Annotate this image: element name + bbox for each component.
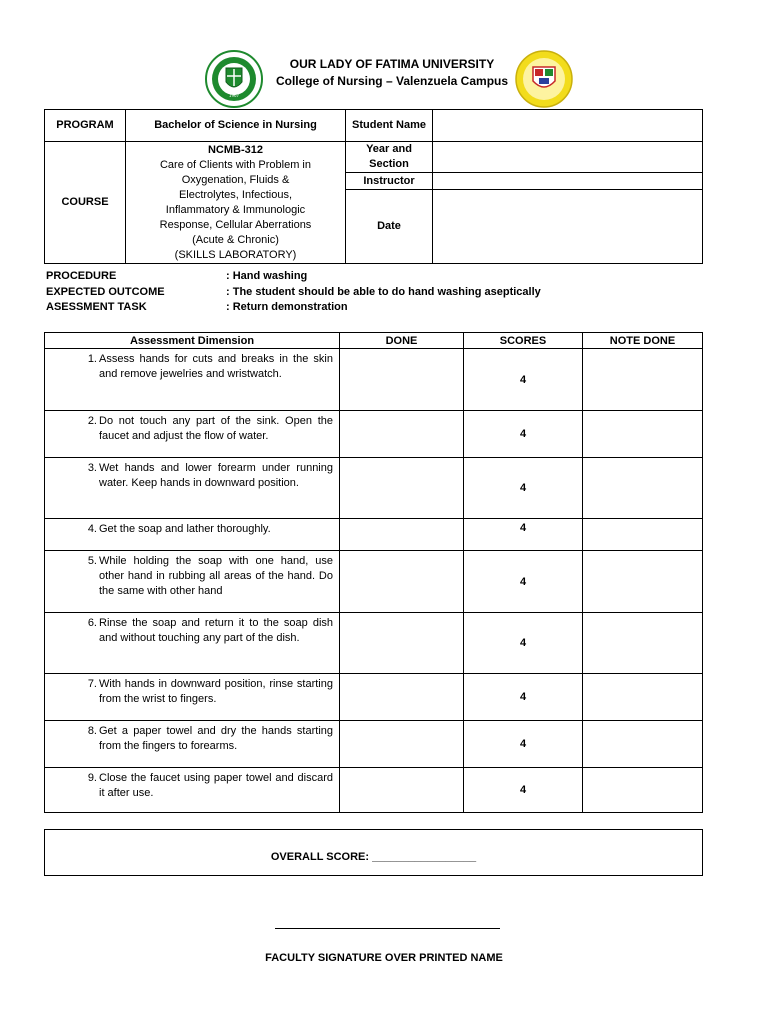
step-text: Get a paper towel and dry the hands starting from the fingers to forearms. bbox=[99, 725, 333, 752]
table-row bbox=[45, 721, 703, 768]
done-cell[interactable] bbox=[340, 458, 464, 519]
step-cell bbox=[45, 674, 340, 721]
faculty-signature-label: FACULTY SIGNATURE OVER PRINTED NAME bbox=[265, 952, 503, 964]
table-row bbox=[45, 551, 703, 613]
score-cell: 4 bbox=[464, 674, 583, 721]
date-label: Date bbox=[346, 190, 433, 264]
course-line: Response, Cellular Aberrations bbox=[159, 218, 312, 231]
course-line: Oxygenation, Fluids & bbox=[181, 173, 290, 186]
step-text: Assess hands for cuts and breaks in the skin and remove jewelries and wristwatch. bbox=[99, 353, 333, 380]
college-nursing-seal-logo bbox=[515, 50, 573, 108]
instructor-label: Instructor bbox=[346, 173, 433, 190]
step-number: 4. bbox=[87, 523, 97, 535]
course-label: COURSE bbox=[45, 142, 126, 264]
step-number: 1. bbox=[87, 353, 97, 365]
step-cell bbox=[45, 458, 340, 519]
note-done-cell[interactable] bbox=[583, 349, 703, 411]
student-info-table bbox=[44, 109, 703, 264]
step-number: 3. bbox=[87, 462, 97, 474]
table-row bbox=[45, 411, 703, 458]
done-cell[interactable] bbox=[340, 411, 464, 458]
signature-line[interactable] bbox=[275, 928, 500, 929]
note-done-cell[interactable] bbox=[583, 411, 703, 458]
student-name-label: Student Name bbox=[346, 110, 433, 142]
note-done-cell[interactable] bbox=[583, 613, 703, 674]
note-done-cell[interactable] bbox=[583, 721, 703, 768]
score-cell: 4 bbox=[464, 519, 583, 551]
step-text: With hands in downward position, rinse starting from the wrist to fingers. bbox=[99, 678, 333, 705]
done-cell[interactable] bbox=[340, 674, 464, 721]
course-line: (Acute & Chronic) bbox=[192, 233, 279, 246]
score-cell: 4 bbox=[464, 411, 583, 458]
procedure-value: : Hand washing bbox=[226, 270, 308, 282]
college-name: College of Nursing – Valenzuela Campus bbox=[275, 74, 509, 88]
header-scores: SCORES bbox=[464, 333, 583, 349]
header-done: DONE bbox=[340, 333, 464, 349]
step-number: 7. bbox=[87, 678, 97, 690]
course-line: Electrolytes, Infectious, bbox=[178, 188, 293, 201]
university-name: OUR LADY OF FATIMA UNIVERSITY bbox=[289, 57, 495, 71]
assessment-table bbox=[44, 332, 703, 813]
table-row bbox=[45, 458, 703, 519]
note-done-cell[interactable] bbox=[583, 551, 703, 613]
note-done-cell[interactable] bbox=[583, 674, 703, 721]
step-cell bbox=[45, 349, 340, 411]
step-cell bbox=[45, 721, 340, 768]
score-cell: 4 bbox=[464, 551, 583, 613]
course-line: (SKILLS LABORATORY) bbox=[174, 248, 297, 261]
score-cell: 4 bbox=[464, 613, 583, 674]
step-text: Rinse the soap and return it to the soap dish and without touching any part of the dish. bbox=[99, 617, 333, 644]
date-field[interactable] bbox=[433, 190, 703, 264]
step-number: 2. bbox=[87, 415, 97, 427]
step-text: Do not touch any part of the sink. Open the faucet and adjust the flow of water. bbox=[99, 415, 333, 442]
note-done-cell[interactable] bbox=[583, 458, 703, 519]
step-cell bbox=[45, 411, 340, 458]
step-text: Wet hands and lower forearm under running water. Keep hands in downward position. bbox=[99, 462, 333, 489]
done-cell[interactable] bbox=[340, 613, 464, 674]
score-cell: 4 bbox=[464, 721, 583, 768]
note-done-cell[interactable] bbox=[583, 768, 703, 813]
overall-score-label[interactable]: OVERALL SCORE: _________________ bbox=[270, 851, 477, 863]
assessment-task-value: : Return demonstration bbox=[226, 301, 348, 313]
step-text: Close the faucet using paper towel and discard it after use. bbox=[99, 772, 333, 799]
done-cell[interactable] bbox=[340, 721, 464, 768]
step-cell bbox=[45, 519, 340, 551]
done-cell[interactable] bbox=[340, 519, 464, 551]
step-cell bbox=[45, 768, 340, 813]
done-cell[interactable] bbox=[340, 551, 464, 613]
table-row bbox=[45, 674, 703, 721]
program-value: Bachelor of Science in Nursing bbox=[126, 110, 346, 142]
done-cell[interactable] bbox=[340, 349, 464, 411]
score-cell: 4 bbox=[464, 458, 583, 519]
course-line: Care of Clients with Problem in bbox=[159, 158, 311, 171]
header-note-done: NOTE DONE bbox=[583, 333, 703, 349]
student-name-field[interactable] bbox=[433, 110, 703, 142]
year-section-field[interactable] bbox=[433, 142, 703, 173]
step-cell bbox=[45, 551, 340, 613]
instructor-field[interactable] bbox=[433, 173, 703, 190]
note-done-cell[interactable] bbox=[583, 519, 703, 551]
course-code: NCMB-312 bbox=[207, 143, 263, 156]
program-label: PROGRAM bbox=[45, 110, 126, 142]
assessment-task-label: ASESSMENT TASK bbox=[46, 301, 147, 313]
procedure-label: PROCEDURE bbox=[46, 270, 117, 282]
year-section-label: Year and Section bbox=[346, 142, 433, 173]
seal-year: 1967 bbox=[228, 93, 240, 98]
step-number: 8. bbox=[87, 725, 97, 737]
table-row bbox=[45, 349, 703, 411]
step-number: 6. bbox=[87, 617, 97, 629]
step-number: 5. bbox=[87, 555, 97, 567]
course-description bbox=[126, 142, 346, 264]
overall-score-box bbox=[44, 829, 703, 876]
step-number: 9. bbox=[87, 772, 97, 784]
table-row bbox=[45, 613, 703, 674]
step-cell bbox=[45, 613, 340, 674]
score-cell: 4 bbox=[464, 768, 583, 813]
step-text: While holding the soap with one hand, use other hand in rubbing all areas of the hand. Do the same with other hand bbox=[99, 555, 333, 597]
score-cell: 4 bbox=[464, 349, 583, 411]
expected-outcome-label: EXPECTED OUTCOME bbox=[46, 286, 165, 298]
done-cell[interactable] bbox=[340, 768, 464, 813]
expected-outcome-value: : The student should be able to do hand washing aseptically bbox=[226, 286, 541, 298]
table-row bbox=[45, 519, 703, 551]
table-row bbox=[45, 768, 703, 813]
course-line: Inflammatory & Immunologic bbox=[165, 203, 306, 216]
header-assessment-dimension: Assessment Dimension bbox=[45, 333, 340, 349]
university-seal-logo bbox=[205, 50, 263, 108]
step-text: Get the soap and lather thoroughly. bbox=[99, 523, 271, 535]
